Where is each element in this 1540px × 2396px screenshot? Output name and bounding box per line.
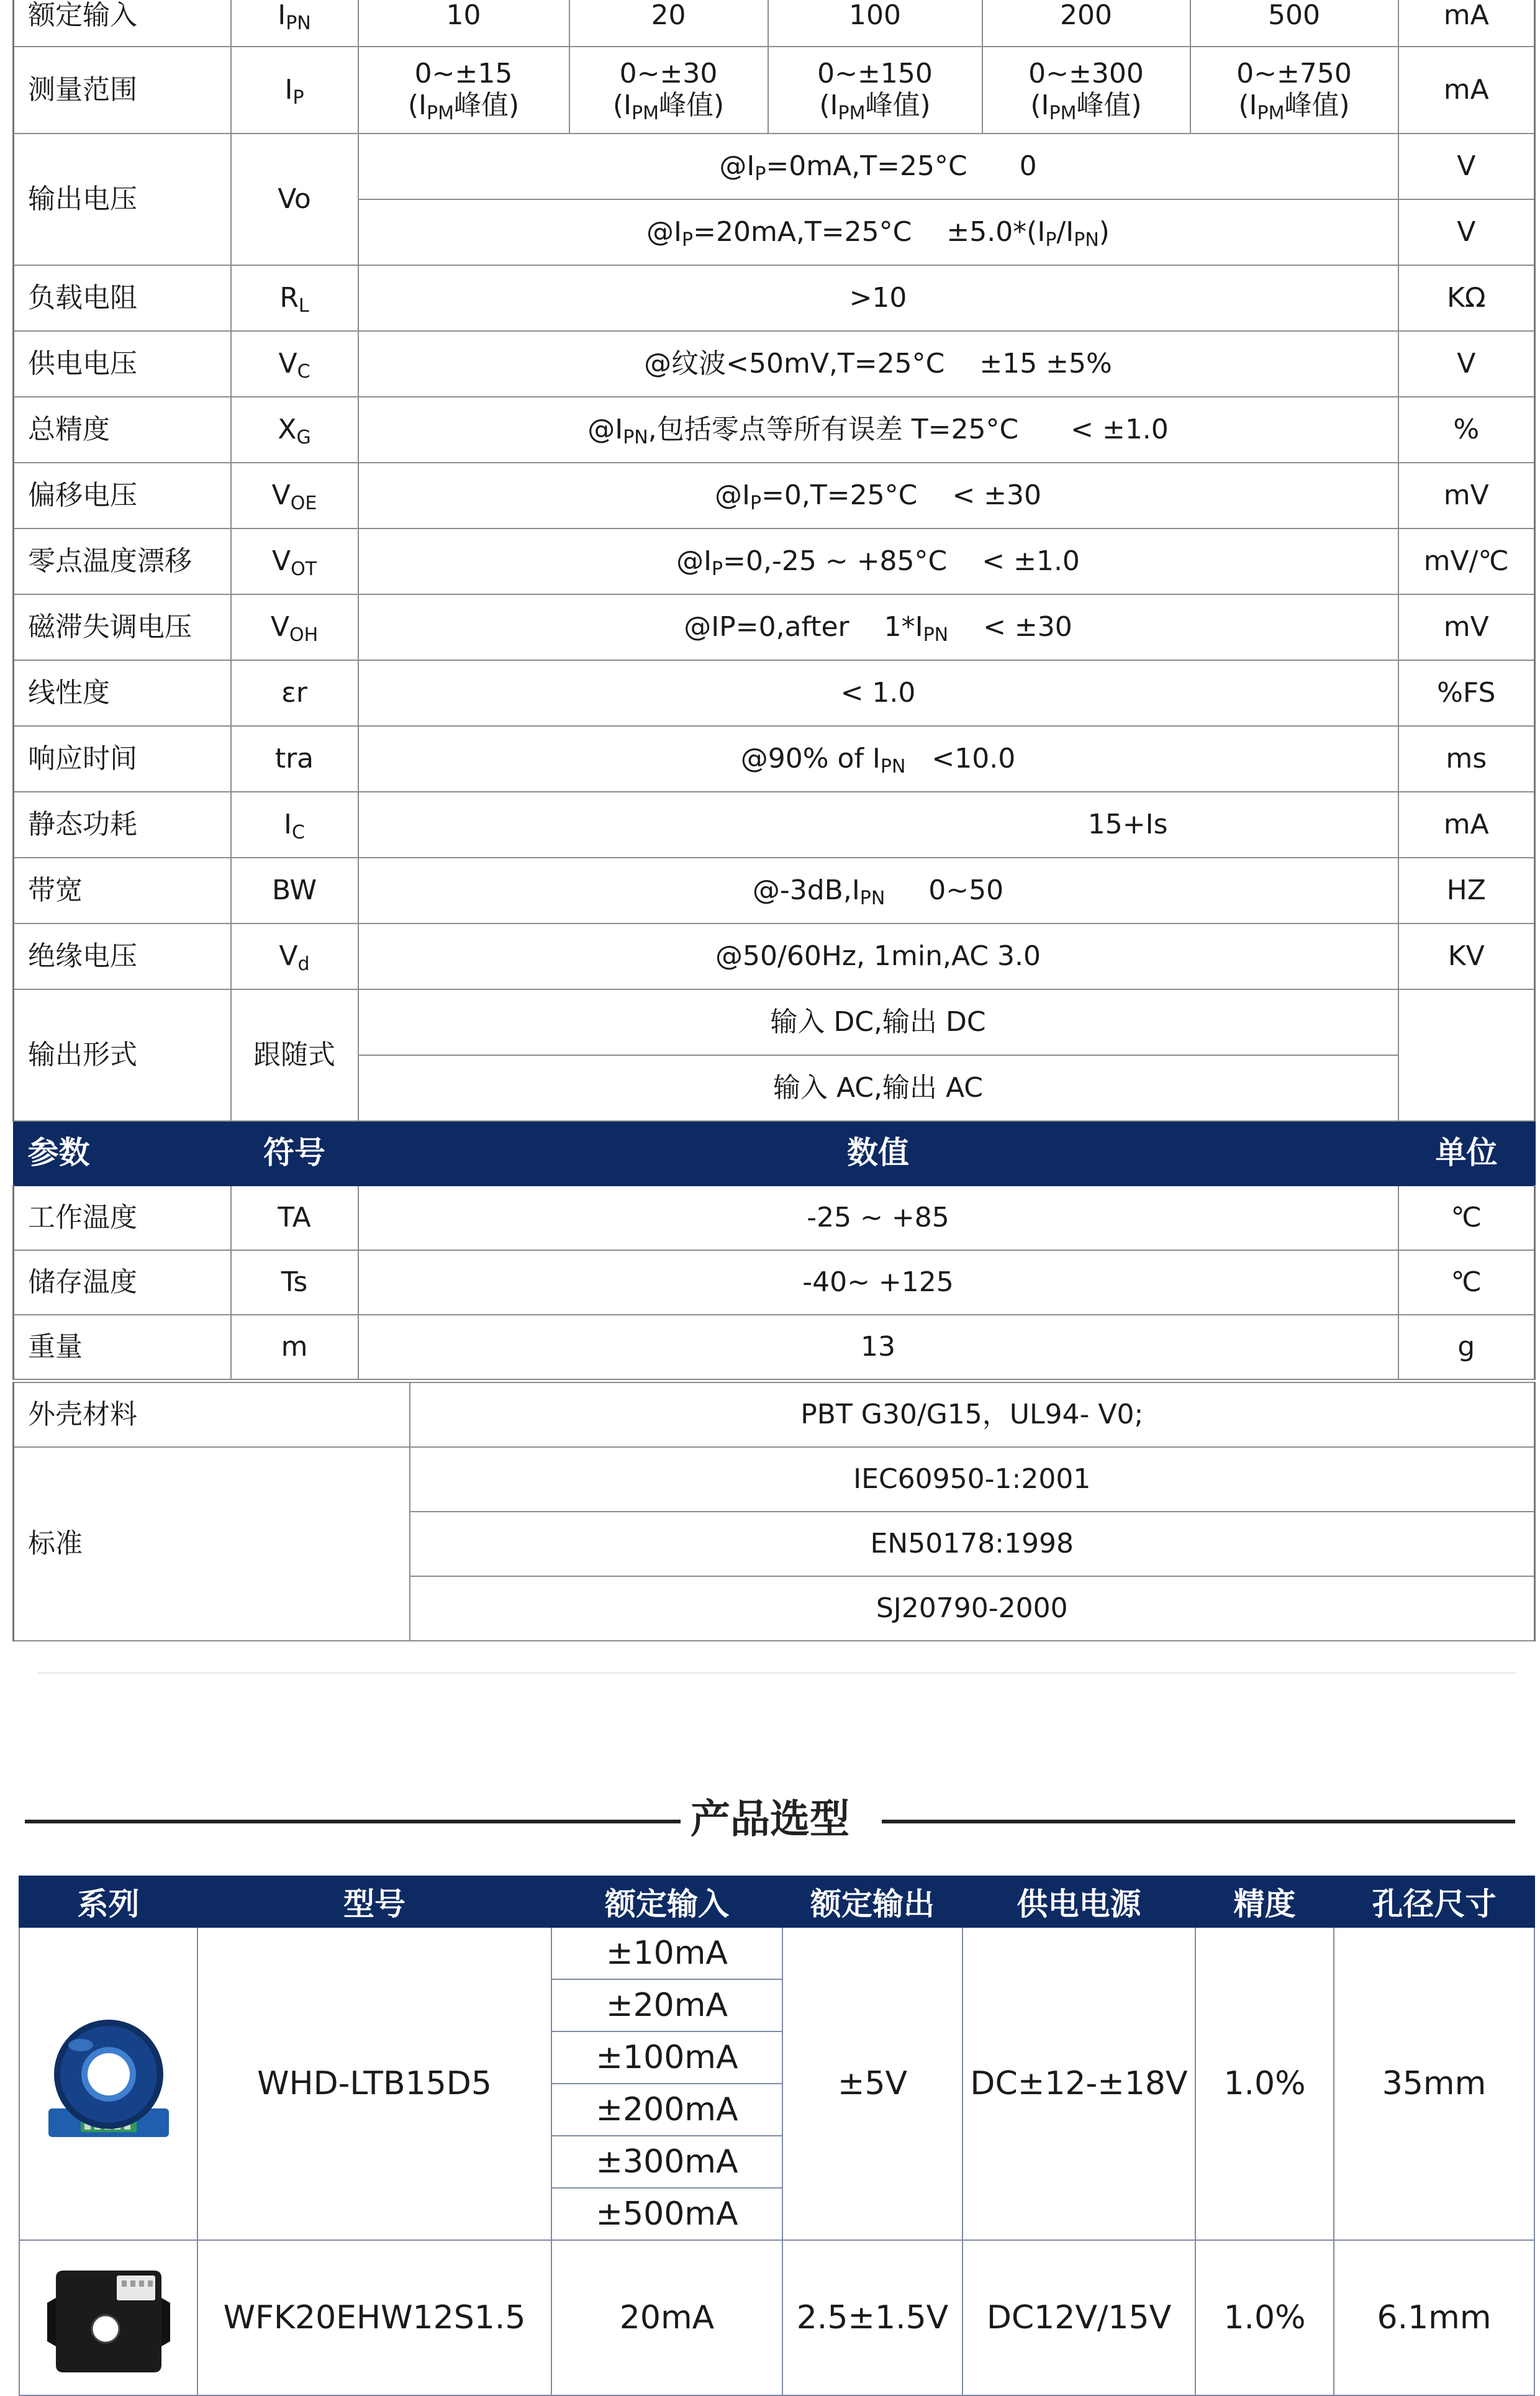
offset-voltage-value: $@I_P=0,T=25^\circ C$ < ±30 [358, 463, 1398, 529]
unit-weight: g [1398, 1315, 1535, 1379]
measure-range-value: 0~±15 ($I_{PM}$峰值) [358, 47, 569, 134]
unit-output-voltage-2: V [1398, 199, 1535, 265]
material-standards-table [12, 1382, 1536, 1641]
selection-title-bar [25, 1789, 1515, 1851]
linearity-value: < 1.0 [358, 660, 1398, 726]
output-voltage-line1: $@I_P=0mA,T=25^\circ C$ 0 [358, 134, 1398, 199]
output-form-line2: 输入 AC,输出 AC [358, 1055, 1398, 1121]
unit-storage-temp: ℃ [1398, 1250, 1535, 1315]
row-bandwidth [14, 858, 1535, 923]
label-supply-voltage: 供电电压 [14, 331, 231, 397]
label-storage-temp: 储存温度 [14, 1250, 231, 1315]
unit-total-accuracy: % [1398, 397, 1535, 463]
row-measure-range [14, 47, 1535, 134]
symbol-offset-voltage: $V_{OE}$ [231, 463, 358, 529]
symbol-rated-input: $I_{PN}$ [231, 0, 358, 47]
label-housing: 外壳材料 [14, 1382, 410, 1447]
rated-input-value: 100 [768, 0, 982, 47]
product-power: DC12V/15V [962, 2240, 1195, 2395]
row-standards [14, 1447, 1535, 1512]
label-measure-range: 测量范围 [14, 47, 231, 134]
unit-load-resistance: KΩ [1398, 265, 1535, 331]
product-input: 20mA [551, 2240, 782, 2395]
env-header-value: 数值 [358, 1121, 1398, 1186]
product-accuracy: 1.0% [1195, 1927, 1334, 2240]
symbol-zero-drift: $V_{OT}$ [231, 529, 358, 594]
unit-static-power: mA [1398, 792, 1535, 858]
response-time-value: @90% of $I_{PN}$ <10.0 [358, 726, 1398, 792]
blue-ring-sensor-image [37, 2015, 180, 2152]
product-input: ±200mA [551, 2084, 782, 2136]
row-total-accuracy [14, 397, 1535, 463]
zero-drift-value: $@I_P=0,-25$ ~ +85°C < ±1.0 [358, 529, 1398, 594]
env-header-unit: 单位 [1398, 1121, 1535, 1186]
standard-value: IEC60950-1:2001 [410, 1447, 1535, 1512]
product-input: ±500mA [551, 2188, 782, 2240]
bandwidth-value: $@-3dB,I_{PN}$ 0~50 [358, 858, 1398, 923]
load-resistance-value: >10 [358, 265, 1398, 331]
spec-table [12, 0, 1536, 1380]
symbol-bandwidth: BW [231, 858, 358, 923]
symbol-total-accuracy: $X_G$ [231, 397, 358, 463]
env-header-param: 参数 [14, 1121, 231, 1186]
unit-insulation: KV [1398, 923, 1535, 989]
header-series: 系列 [19, 1876, 197, 1927]
label-hysteresis: 磁滞失调电压 [14, 594, 231, 660]
row-housing [14, 1382, 1535, 1447]
symbol-load-resistance: $R_L$ [231, 265, 358, 331]
insulation-value: @50/60Hz, 1min,AC 3.0 [358, 923, 1398, 989]
symbol-storage-temp: Ts [231, 1250, 358, 1315]
product-aperture: 35mm [1334, 1927, 1534, 2240]
row-weight [14, 1315, 1535, 1379]
rated-input-value: 200 [982, 0, 1190, 47]
row-output-form [14, 989, 1535, 1055]
row-insulation [14, 923, 1535, 989]
symbol-operating-temp: TA [231, 1186, 358, 1250]
product-input: ±300mA [551, 2136, 782, 2188]
row-supply-voltage [14, 331, 1535, 397]
unit-output-form [1398, 989, 1535, 1121]
row-operating-temp [14, 1186, 1535, 1250]
header-model: 型号 [197, 1876, 551, 1927]
label-bandwidth: 带宽 [14, 858, 231, 923]
static-power-value: 15+Is [358, 792, 1398, 858]
label-static-power: 静态功耗 [14, 792, 231, 858]
supply-voltage-value: @纹波<50mV,T=25°C ±15 ±5% [358, 331, 1398, 397]
unit-offset-voltage: mV [1398, 463, 1535, 529]
header-accuracy: 精度 [1195, 1876, 1334, 1927]
row-output-voltage [14, 134, 1535, 199]
label-weight: 重量 [14, 1315, 231, 1379]
measure-range-value: 0~±300 ($I_{PM}$峰值) [982, 47, 1190, 134]
product-output: 2.5±1.5V [782, 2240, 962, 2395]
rated-input-value: 10 [358, 0, 569, 47]
row-storage-temp [14, 1250, 1535, 1315]
row-linearity [14, 660, 1535, 726]
product-row [19, 2240, 1534, 2395]
housing-value: PBT G30/G15，UL94- V0; [410, 1382, 1535, 1447]
symbol-insulation: $V_d$ [231, 923, 358, 989]
label-total-accuracy: 总精度 [14, 397, 231, 463]
standard-value: SJ20790-2000 [410, 1576, 1535, 1641]
header-power: 供电电源 [962, 1876, 1195, 1927]
product-accuracy: 1.0% [1195, 2240, 1334, 2395]
header-rated-output: 额定输出 [782, 1876, 962, 1927]
product-aperture: 6.1mm [1334, 2240, 1534, 2395]
output-form-line1: 输入 DC,输出 DC [358, 989, 1398, 1055]
storage-temp-value: -40~ +125 [358, 1250, 1398, 1315]
symbol-measure-range: $I_P$ [231, 47, 358, 134]
label-offset-voltage: 偏移电压 [14, 463, 231, 529]
label-operating-temp: 工作温度 [14, 1186, 231, 1250]
measure-range-value: 0~±750 ($I_{PM}$峰值) [1190, 47, 1398, 134]
label-insulation: 绝缘电压 [14, 923, 231, 989]
product-power: DC±12-±18V [962, 1927, 1195, 2240]
hysteresis-value: @IP=0,after $1*I_{PN}$ < ±30 [358, 594, 1398, 660]
env-header-row [14, 1121, 1535, 1186]
row-hysteresis [14, 594, 1535, 660]
measure-range-value: 0~±150 ($I_{PM}$峰值) [768, 47, 982, 134]
selection-table [19, 1876, 1535, 2396]
unit-linearity: %FS [1398, 660, 1535, 726]
symbol-output-form: 跟随式 [231, 989, 358, 1121]
section-divider [37, 1672, 1515, 1674]
total-accuracy-value: $@I_{PN}$,包括零点等所有误差 T=25°C < ±1.0 [358, 397, 1398, 463]
product-output: ±5V [782, 1927, 962, 2240]
row-response-time [14, 726, 1535, 792]
product-row [19, 1927, 1534, 1979]
product-input: ±20mA [551, 1979, 782, 2031]
symbol-response-time: tra [231, 726, 358, 792]
output-voltage-line2: $@I_P=20mA,T=25^\circ C$ $\pm 5.0*(I_P/I_{PN})$ [358, 199, 1398, 265]
unit-zero-drift: mV/℃ [1398, 529, 1535, 594]
rated-input-value: 20 [569, 0, 768, 47]
row-rated-input [14, 0, 1535, 47]
product-input: ±10mA [551, 1927, 782, 1979]
label-zero-drift: 零点温度漂移 [14, 529, 231, 594]
label-rated-input: 额定输入 [14, 0, 231, 47]
label-response-time: 响应时间 [14, 726, 231, 792]
selection-title: 产品选型 [681, 1797, 859, 1843]
rated-input-value: 500 [1190, 0, 1398, 47]
product-model: WFK20EHW12S1.5 [197, 2240, 551, 2395]
product-image-cell [19, 2240, 197, 2395]
operating-temp-value: -25 ~ +85 [358, 1186, 1398, 1250]
product-input: ±100mA [551, 2031, 782, 2084]
unit-bandwidth: HZ [1398, 858, 1535, 923]
unit-response-time: ms [1398, 726, 1535, 792]
weight-value: 13 [358, 1315, 1398, 1379]
row-zero-drift [14, 529, 1535, 594]
black-square-sensor-image [43, 2259, 174, 2384]
product-model: WHD-LTB15D5 [197, 1927, 551, 2240]
symbol-hysteresis: $V_{OH}$ [231, 594, 358, 660]
unit-rated-input: mA [1398, 0, 1535, 47]
header-aperture: 孔径尺寸 [1334, 1876, 1534, 1927]
unit-operating-temp: ℃ [1398, 1186, 1535, 1250]
row-load-resistance [14, 265, 1535, 331]
unit-output-voltage-1: V [1398, 134, 1535, 199]
label-output-form: 输出形式 [14, 989, 231, 1121]
symbol-supply-voltage: $V_C$ [231, 331, 358, 397]
symbol-output-voltage: Vo [231, 134, 358, 265]
symbol-weight: m [231, 1315, 358, 1379]
env-header-symbol: 符号 [231, 1121, 358, 1186]
symbol-linearity: εr [231, 660, 358, 726]
row-offset-voltage [14, 463, 1535, 529]
product-image-cell [19, 1927, 197, 2240]
symbol-static-power: $I_C$ [231, 792, 358, 858]
unit-measure-range: mA [1398, 47, 1535, 134]
unit-hysteresis: mV [1398, 594, 1535, 660]
row-static-power [14, 792, 1535, 858]
label-standards: 标准 [14, 1447, 410, 1641]
header-rated-input: 额定输入 [551, 1876, 782, 1927]
standard-value: EN50178:1998 [410, 1512, 1535, 1576]
label-load-resistance: 负载电阻 [14, 265, 231, 331]
label-output-voltage: 输出电压 [14, 134, 231, 265]
unit-supply-voltage: V [1398, 331, 1535, 397]
label-linearity: 线性度 [14, 660, 231, 726]
measure-range-value: 0~±30 ($I_{PM}$峰值) [569, 47, 768, 134]
selection-header-row [19, 1876, 1534, 1927]
